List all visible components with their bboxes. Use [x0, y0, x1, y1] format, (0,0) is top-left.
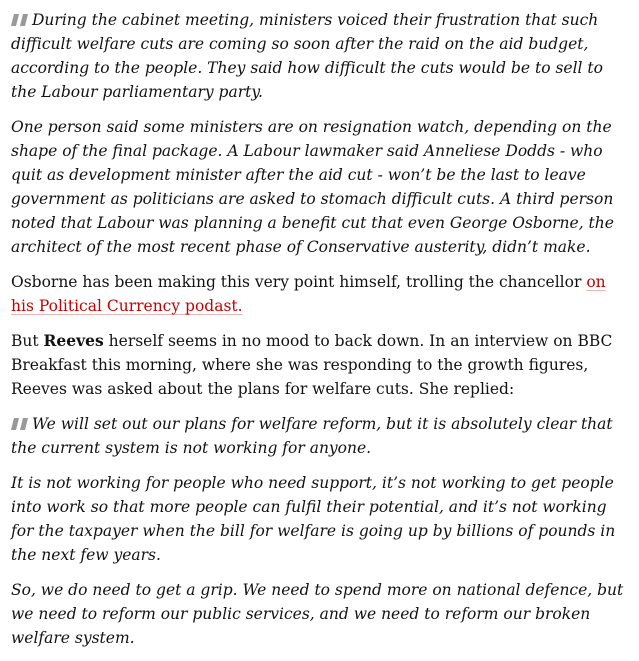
blockquote-reeves: [11, 412, 633, 650]
body-paragraph: [11, 329, 633, 401]
quote-mark-icon: [11, 14, 28, 26]
quote-paragraph: It is not working for people who need support, it’s not working to get people into work so that more people can fulfil their potential, and it’s not working for the taxpayer when the bill for welfare is going up by billions of pounds in the next few years.: [11, 474, 616, 564]
body-paragraph: [11, 270, 633, 318]
blockquote-cabinet: [11, 8, 633, 259]
political-currency-link[interactable]: on his Political Currency podast.: [11, 273, 606, 315]
quote-paragraph: One person said some ministers are on resignation watch, depending on the shape of the final package. A Labour lawmaker said Anneliese Dodds - who quit as development minister after the aid cut - won’t be the last to leave government as politicians are asked to stomach difficult cuts. A third person noted that Labour was planning a benefit cut that even George Osborne, the architect of the most recent phase of Conservative austerity, didn’t make.: [11, 118, 614, 256]
paragraph-text: Osborne has been making this very point himself, trolling the chancellor: [11, 273, 587, 291]
paragraph-text: But: [11, 332, 44, 350]
quote-text: We will set out our plans for welfare reform, but it is absolutely clear that the current system is not working for anyone.: [11, 415, 613, 457]
quote-paragraph: [11, 412, 633, 460]
quote-mark-icon: [11, 418, 28, 430]
quote-paragraph: [11, 8, 633, 104]
quote-paragraph: So, we do need to get a grip. We need to spend more on national defence, but we need to reform our public services, and we need to reform our broken welfare system.: [11, 581, 624, 647]
paragraph-text: herself seems in no mood to back down. In an interview on BBC Breakfast this morning, where she was responding to the growth figures, Reeves was asked about the plans for welfare cuts. She replied:: [11, 332, 613, 398]
quote-text: During the cabinet meeting, ministers voiced their frustration that such difficult welfare cuts are coming so soon after the raid on the aid budget, according to the people. They said how difficult the cuts would be to sell to the Labour parliamentary party.: [11, 11, 603, 101]
bold-name: Reeves: [43, 331, 104, 350]
article-body: [11, 8, 633, 661]
